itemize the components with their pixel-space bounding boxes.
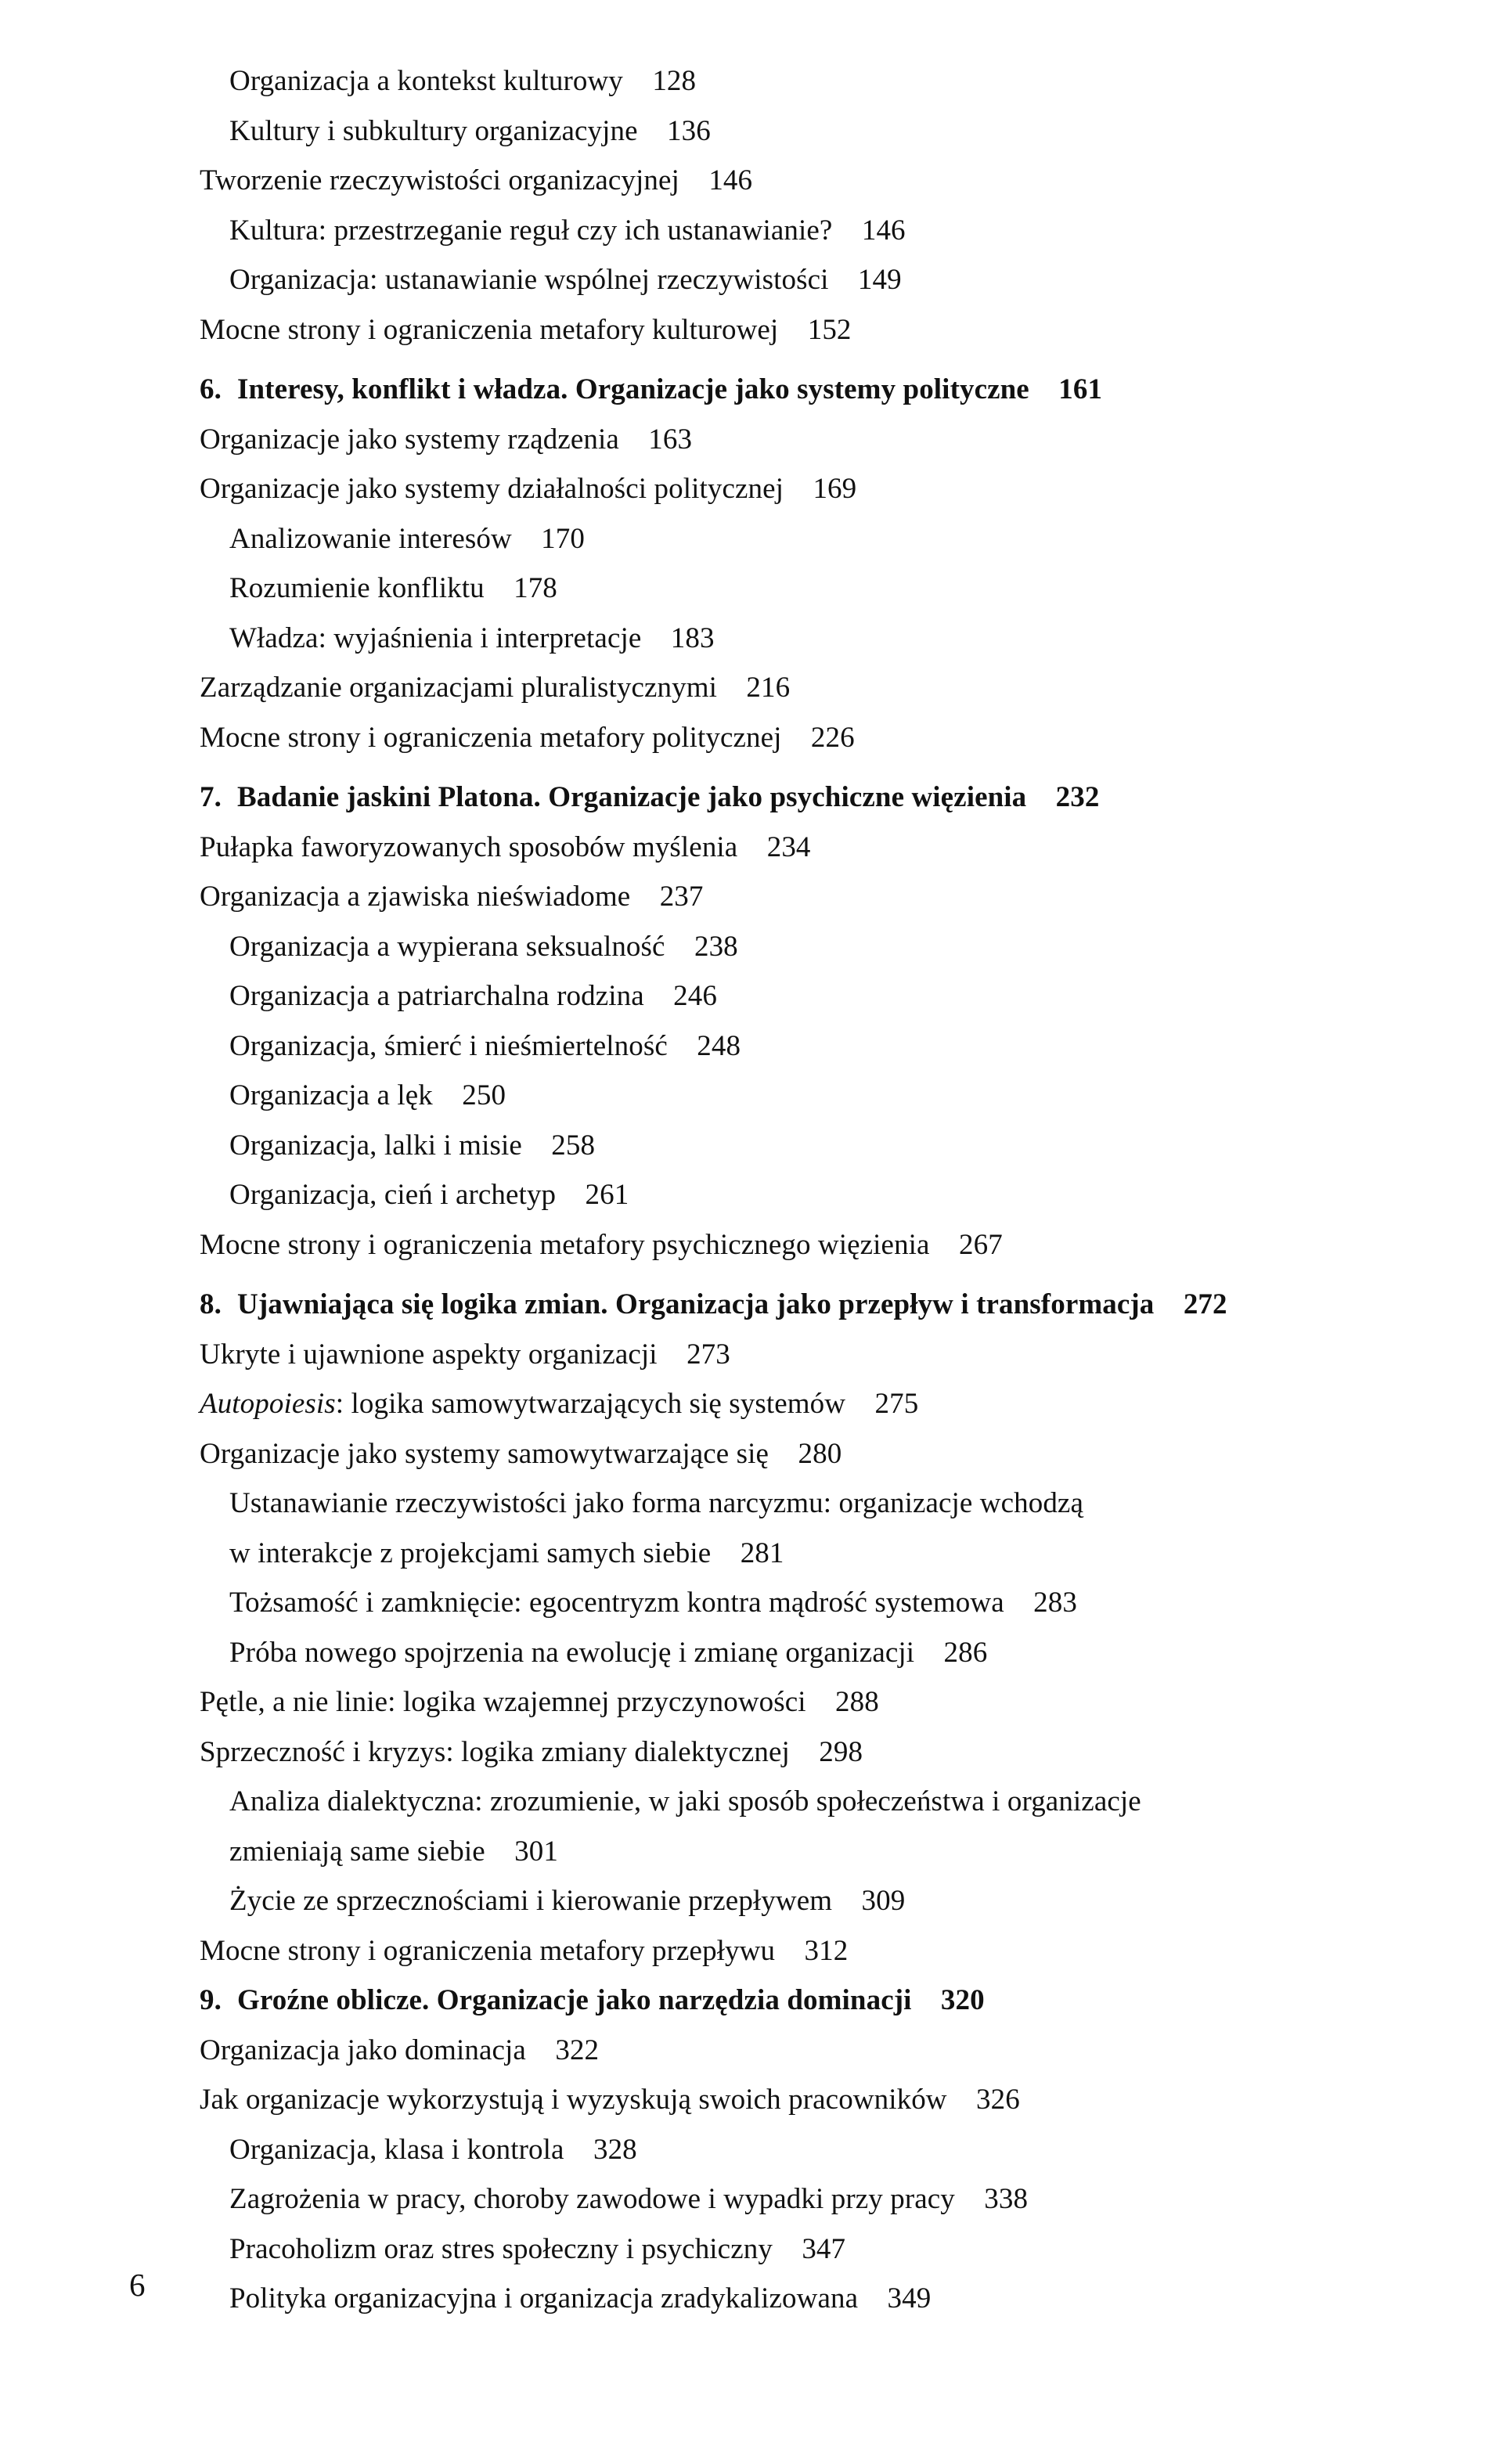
toc-entry [200, 2075, 1452, 2125]
toc-entry [200, 1170, 1452, 1220]
toc-chapter-number: 7. [200, 781, 222, 813]
toc-entry-title: Organizacja, śmierć i nieśmiertelność [229, 1029, 668, 1062]
toc-entry [200, 415, 1452, 465]
toc-entry [200, 2125, 1452, 2175]
toc-page-number: 258 [551, 1129, 596, 1162]
toc-entry-title: Tworzenie rzeczywistości organizacyjnej [200, 164, 679, 196]
toc-entry-title: Organizacja a lęk [229, 1079, 433, 1111]
toc-entry [200, 971, 1452, 1021]
toc-chapter-entry [200, 365, 1452, 415]
toc-entry-title: Pracoholizm oraz stres społeczny i psychiczny [229, 2232, 773, 2265]
toc-entry [200, 206, 1452, 256]
toc-entry-title: Jak organizacje wykorzystują i wyzyskują swoich pracowników [200, 2084, 947, 2116]
toc-entry [200, 713, 1452, 763]
toc-entry [200, 1677, 1452, 1727]
toc-entry-title: : logika samowytwarzających się systemów [335, 1388, 846, 1420]
toc-entry [200, 614, 1452, 664]
page-number: 6 [129, 2267, 146, 2303]
toc-entry-title: Organizacja, klasa i kontrola [229, 2133, 564, 2166]
toc-page-number: 146 [708, 164, 753, 196]
toc-page-number: 326 [976, 2084, 1020, 2116]
toc-page-number: 238 [694, 930, 738, 963]
toc-entry [200, 663, 1452, 713]
toc-entry-title: Organizacja: ustanawianie wspólnej rzeczywistości [229, 264, 829, 296]
toc-entry-title: Mocne strony i ograniczenia metafory politycznej [200, 721, 782, 754]
toc-entry-title: Pułapka faworyzowanych sposobów myślenia [200, 830, 738, 863]
toc-entry [200, 1529, 1452, 1579]
toc-entry [200, 1021, 1452, 1072]
toc-entry-title: Analizowanie interesów [229, 522, 512, 555]
toc-entry [200, 1220, 1452, 1270]
toc-entry [200, 1578, 1452, 1628]
toc-chapter-title: Badanie jaskini Platona. Organizacje jako psychiczne więzienia [237, 781, 1027, 813]
toc-entry-title: Pętle, a nie linie: logika wzajemnej przyczynowości [200, 1686, 806, 1718]
toc-page-number: 183 [670, 621, 715, 654]
toc-page-number: 170 [541, 522, 585, 555]
toc-entry [200, 1479, 1452, 1529]
toc-entry-title: Polityka organizacyjna i organizacja zradykalizowana [229, 2282, 859, 2315]
toc-page-number: 178 [514, 572, 557, 604]
toc-chapter-number: 9. [200, 1984, 222, 2016]
toc-entry [200, 1071, 1452, 1121]
toc-entry [200, 255, 1452, 305]
toc-entry [200, 1121, 1452, 1171]
toc-page-number: 161 [1058, 373, 1103, 405]
toc-chapter-title: Ujawniająca się logika zmian. Organizacja jako przepływ i transformacja [237, 1288, 1155, 1320]
toc-entry-title: Ukryte i ujawnione aspekty organizacji [200, 1338, 658, 1371]
toc-entry [200, 1827, 1452, 1877]
toc-page-number: 237 [659, 881, 704, 913]
toc-entry-title: Ustanawianie rzeczywistości jako forma narcyzmu: organizacje wchodzą [229, 1487, 1083, 1519]
toc-entry [200, 872, 1452, 922]
toc-entry [200, 1628, 1452, 1678]
toc-entry-title: Mocne strony i ograniczenia metafory przepływu [200, 1934, 776, 1967]
toc-page-number: 128 [652, 65, 697, 97]
toc-entry-title: Organizacja a patriarchalna rodzina [229, 980, 644, 1012]
toc-page-number: 281 [740, 1536, 784, 1569]
toc-page-number: 272 [1183, 1288, 1227, 1320]
toc-page-number: 288 [835, 1686, 879, 1718]
toc-entry-italic-term: Autopoiesis [200, 1388, 336, 1420]
toc-entry-title: Próba nowego spojrzenia na ewolucję i zmianę organizacji [229, 1636, 915, 1669]
toc-entry-title: Mocne strony i ograniczenia metafory kulturowej [200, 313, 779, 346]
toc-chapter-entry [200, 1976, 1452, 2026]
toc-page-number: 273 [687, 1338, 730, 1371]
toc-chapter-entry [200, 773, 1452, 823]
toc-entry-title: Sprzeczność i kryzys: logika zmiany dialektycznej [200, 1735, 790, 1768]
toc-entry-title: Zagrożenia w pracy, choroby zawodowe i wypadki przy pracy [229, 2183, 955, 2215]
toc-chapter-title: Interesy, konflikt i władza. Organizacje jako systemy polityczne [237, 373, 1029, 405]
toc-entry-title: Organizacja a wypierana seksualność [229, 930, 665, 963]
toc-entry-title: Organizacje jako systemy rządzenia [200, 423, 619, 456]
toc-page-number: 309 [861, 1885, 906, 1917]
toc-entry [200, 922, 1452, 972]
toc-entry [200, 2274, 1452, 2324]
toc-entry-title: Władza: wyjaśnienia i interpretacje [229, 621, 642, 654]
toc-page-number: 149 [857, 264, 902, 296]
toc-entry [200, 1777, 1452, 1827]
toc-chapter-entry [200, 1280, 1452, 1330]
toc-entry [200, 1926, 1452, 1976]
toc-page-number: 169 [813, 473, 857, 505]
toc-entry-title: zmieniają same siebie [229, 1835, 485, 1868]
toc-entry-title: Tożsamość i zamknięcie: egocentryzm kontra mądrość systemowa [229, 1587, 1004, 1619]
toc-entry [200, 1429, 1452, 1479]
toc-entry-title: Życie ze sprzecznościami i kierowanie przepływem [229, 1885, 833, 1917]
toc-page-number: 267 [959, 1228, 1003, 1261]
toc-entry [200, 564, 1452, 614]
toc-chapter-number: 6. [200, 373, 222, 405]
toc-entry-title: Organizacja jako dominacja [200, 2034, 526, 2066]
toc-entry-title: Organizacja, lalki i misie [229, 1129, 522, 1162]
toc-page-number: 301 [514, 1835, 558, 1868]
toc-entry-title: Rozumienie konfliktu [229, 572, 485, 604]
toc-page-number: 275 [874, 1388, 919, 1420]
toc-entry [200, 1330, 1452, 1380]
toc-entry-title: Organizacje jako systemy działalności politycznej [200, 473, 784, 505]
toc-page-number: 298 [819, 1735, 863, 1768]
toc-entry-title: w interakcje z projekcjami samych siebie [229, 1536, 712, 1569]
toc-page-number: 146 [861, 214, 906, 247]
toc-entry [200, 56, 1452, 106]
toc-page-number: 152 [807, 313, 852, 346]
toc-entry-title: Organizacja, cień i archetyp [229, 1179, 557, 1211]
toc-page-number: 226 [810, 721, 855, 754]
toc-page-number: 250 [462, 1079, 506, 1111]
toc-entry [200, 305, 1452, 355]
toc-page-number: 347 [802, 2232, 846, 2265]
toc-page-number: 246 [673, 980, 717, 1012]
toc-page-number: 328 [593, 2133, 637, 2166]
toc-page-number: 232 [1055, 781, 1100, 813]
toc-page-number: 283 [1033, 1587, 1077, 1619]
toc-chapter-number: 8. [200, 1288, 222, 1320]
toc-entry-title: Analiza dialektyczna: zrozumienie, w jaki sposób społeczeństwa i organizacje [229, 1785, 1141, 1817]
toc-page-number: 320 [940, 1984, 985, 2016]
toc-entry-title: Organizacje jako systemy samowytwarzające się [200, 1437, 769, 1470]
toc-entry [200, 1379, 1452, 1429]
toc-page-number: 312 [804, 1934, 849, 1967]
toc-entry [200, 1727, 1452, 1778]
toc-entry [200, 823, 1452, 873]
toc-entry-title: Mocne strony i ograniczenia metafory psychicznego więzienia [200, 1228, 930, 1261]
toc-entry [200, 2026, 1452, 2076]
toc-entry-title: Kultura: przestrzeganie reguł czy ich ustanawianie? [229, 214, 833, 247]
toc-page-number: 286 [943, 1636, 988, 1669]
toc-entry [200, 2174, 1452, 2224]
toc-page-number: 338 [984, 2183, 1029, 2215]
toc-page-number: 136 [667, 114, 711, 147]
toc-page-number: 349 [887, 2282, 932, 2315]
toc-entry [200, 106, 1452, 157]
toc-page-number: 261 [585, 1179, 629, 1211]
toc-entry [200, 464, 1452, 514]
toc-entry-title: Organizacja a kontekst kulturowy [229, 65, 623, 97]
toc-entry-title: Kultury i subkultury organizacyjne [229, 114, 638, 147]
toc-page-number: 248 [697, 1029, 741, 1062]
table-of-contents [200, 56, 1452, 2324]
toc-entry [200, 1876, 1452, 1926]
toc-page-number: 322 [555, 2034, 600, 2066]
toc-entry [200, 156, 1452, 206]
toc-entry-title: Zarządzanie organizacjami pluralistycznymi [200, 672, 717, 704]
toc-chapter-title: Groźne oblicze. Organizacje jako narzędzia dominacji [237, 1984, 912, 2016]
toc-page-number: 280 [798, 1437, 842, 1470]
toc-entry [200, 2224, 1452, 2275]
toc-entry [200, 514, 1452, 564]
toc-page-number: 163 [648, 423, 693, 456]
toc-page-number: 234 [766, 830, 811, 863]
toc-page-number: 216 [746, 672, 791, 704]
toc-entry-title: Organizacja a zjawiska nieświadome [200, 881, 631, 913]
